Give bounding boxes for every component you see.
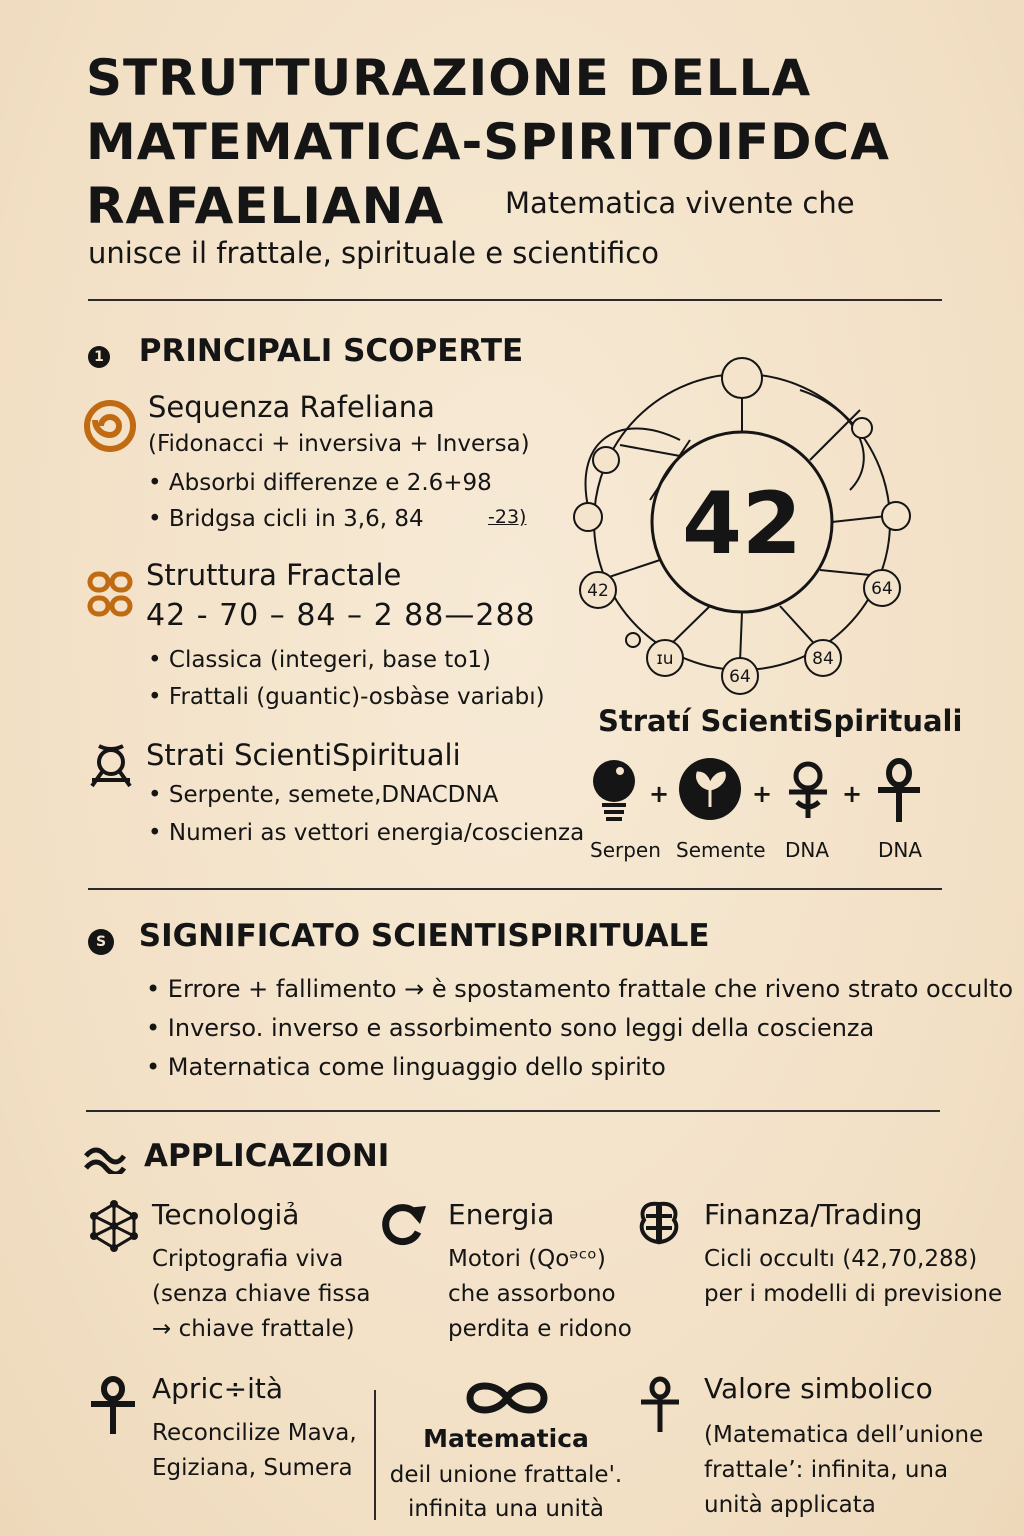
bullet-fractale-2: • Frattali (guantic)-osbàse variabı): [148, 684, 545, 710]
app-line: → chiave frattale): [152, 1316, 355, 1342]
app-text-energia: [448, 1242, 632, 1347]
app-text-tecnologia: [152, 1242, 371, 1347]
app-line: (Matematica dell’unione: [704, 1422, 984, 1448]
node-label-42: 42: [587, 581, 609, 601]
app-text-valore: [704, 1418, 983, 1523]
node-label-64-right: 64: [871, 579, 893, 599]
bullet-strati-1: • Serpente, semete,DNACDNA: [148, 782, 498, 808]
bullet-sequenza-1: • Absorbi differenze e 2.6+98: [148, 470, 492, 496]
item-subtitle-sequenza: (Fidonacci + inversiva + Inversa): [148, 431, 530, 457]
app-title-finanza: Finanza/Trading: [704, 1198, 923, 1231]
app-line: per i modelli di previsione: [704, 1281, 1003, 1307]
vertical-divider: [374, 1390, 376, 1520]
ankh-icon: [874, 758, 924, 824]
app-text-finanza: [704, 1242, 1002, 1312]
app-text-apricita: [152, 1416, 357, 1486]
symbol-label-dna-1: DNA: [785, 838, 830, 862]
wave-icon: [84, 1144, 126, 1174]
infinity-icon: [462, 1378, 552, 1418]
node-label-iu: ɪu: [656, 649, 674, 669]
serpent-knot-icon: [88, 740, 134, 794]
node-label-84: 84: [812, 649, 834, 669]
app-line: unità applicata: [704, 1492, 876, 1518]
app-line: frattale’: infinita, una: [704, 1457, 949, 1483]
title-line-3: RAFAELIANA: [86, 177, 445, 235]
app-line: infinita una unità: [407, 1496, 605, 1522]
app-line: Cicli occultı (42,70,288): [704, 1246, 978, 1272]
node-right-upper: [852, 418, 872, 438]
dna-ankh-icon: [785, 760, 831, 822]
ankh-small-icon: [88, 1376, 138, 1436]
node-left-lower: [626, 633, 640, 647]
app-line: Egiziana, Sumera: [152, 1455, 353, 1481]
sprout-seed-icon: [678, 757, 742, 821]
meaning-bullet-3: • Maternatica come linguaggio dello spirito: [146, 1053, 666, 1081]
meaning-heading-text: SIGNIFICATO SCIENTISPIRITUALE: [138, 918, 710, 954]
symbol-label-dna-2: DNA: [878, 838, 923, 862]
meaning-badge: S: [88, 929, 114, 955]
app-line: (senza chiave fissa: [152, 1281, 371, 1307]
divider-3: [86, 1110, 940, 1112]
spiral-icon: [84, 400, 136, 452]
plus-sign-1: +: [649, 780, 670, 808]
node-top: [722, 358, 762, 398]
section-number-badge: 1: [88, 346, 110, 368]
brain-icon: [636, 1198, 682, 1248]
app-title-matematica: Matematica: [423, 1424, 589, 1453]
title-line-1: STRUTTURAZIONE DELLA: [86, 49, 812, 107]
app-title-energia: Energia: [448, 1198, 555, 1231]
node-right: [882, 502, 910, 530]
plus-sign-3: +: [842, 780, 863, 808]
symbol-label-serpen: Serpen: [590, 838, 661, 862]
rotate-arrow-icon: [376, 1202, 432, 1248]
item-title-strati: Strati ScientiSpirituali: [146, 738, 461, 772]
divider-1: [88, 299, 942, 301]
cycle-diagram: [560, 350, 940, 700]
applications-heading: APPLICAZIONI: [144, 1138, 390, 1174]
meaning-heading: [88, 918, 710, 955]
app-title-apricita: Apric÷ità: [152, 1372, 283, 1405]
item-subtitle-fractale: 42 - 70 – 84 – 2 88—288: [146, 598, 536, 633]
meaning-bullet-2: • Inverso. inverso e assorbimento sono leggi della coscienza: [146, 1014, 874, 1042]
subtitle-part-2: unisce il frattale, spirituale e scientifico: [88, 236, 659, 270]
diagram-caption: Stratí ScientiSpirituali: [598, 704, 963, 738]
divider-2: [88, 888, 942, 890]
app-title-valore: Valore simbolico: [704, 1372, 933, 1405]
ankh-small-icon: [638, 1376, 682, 1434]
title-line-2: MATEMATICA-SPIRITOIFDCA: [86, 113, 890, 171]
app-line: Reconcilize Mava,: [152, 1420, 357, 1446]
app-text-matematica: [380, 1458, 632, 1526]
sequenza-note: -23): [488, 506, 527, 528]
symbol-label-semente: Semente: [676, 838, 766, 862]
app-title-tecnologia: Tecnologiả: [152, 1198, 300, 1231]
app-line: perdita e ridono: [448, 1316, 632, 1342]
item-title-fractale: Struttura Fractale: [146, 558, 402, 592]
bullet-strati-2: • Numeri as vettori energia/coscienza: [148, 820, 584, 846]
network-icon: [88, 1200, 140, 1252]
app-line: che assorbono: [448, 1281, 616, 1307]
serpent-bulb-icon: [590, 757, 640, 827]
plus-sign-2: +: [752, 780, 773, 808]
fractal-knot-icon: [84, 568, 136, 620]
discoveries-heading-text: PRINCIPALI SCOPERTE: [138, 333, 524, 369]
app-line: deil unione frattale'.: [389, 1462, 623, 1488]
meaning-bullet-1: • Errore + fallimento → è spostamento frattale che riveno strato occulto: [146, 975, 1013, 1003]
app-line: Criptografia viva: [152, 1246, 344, 1272]
node-label-64-bottom: 64: [729, 667, 751, 687]
bullet-fractale-1: • Classica (integeri, base to1): [148, 647, 491, 673]
bullet-sequenza-2: • Bridgsa cicli in 3,6, 84: [148, 506, 424, 532]
discoveries-heading: [88, 333, 523, 369]
diagram-center-number: 42: [682, 474, 802, 574]
node-left: [574, 503, 602, 531]
subtitle-part-1: Matematica vivente che: [505, 186, 855, 220]
item-title-sequenza: Sequenza Rafeliana: [148, 390, 435, 424]
app-line: Motori (Qoᵊᶜᵒ): [448, 1246, 606, 1272]
node-left-upper: [593, 447, 619, 473]
